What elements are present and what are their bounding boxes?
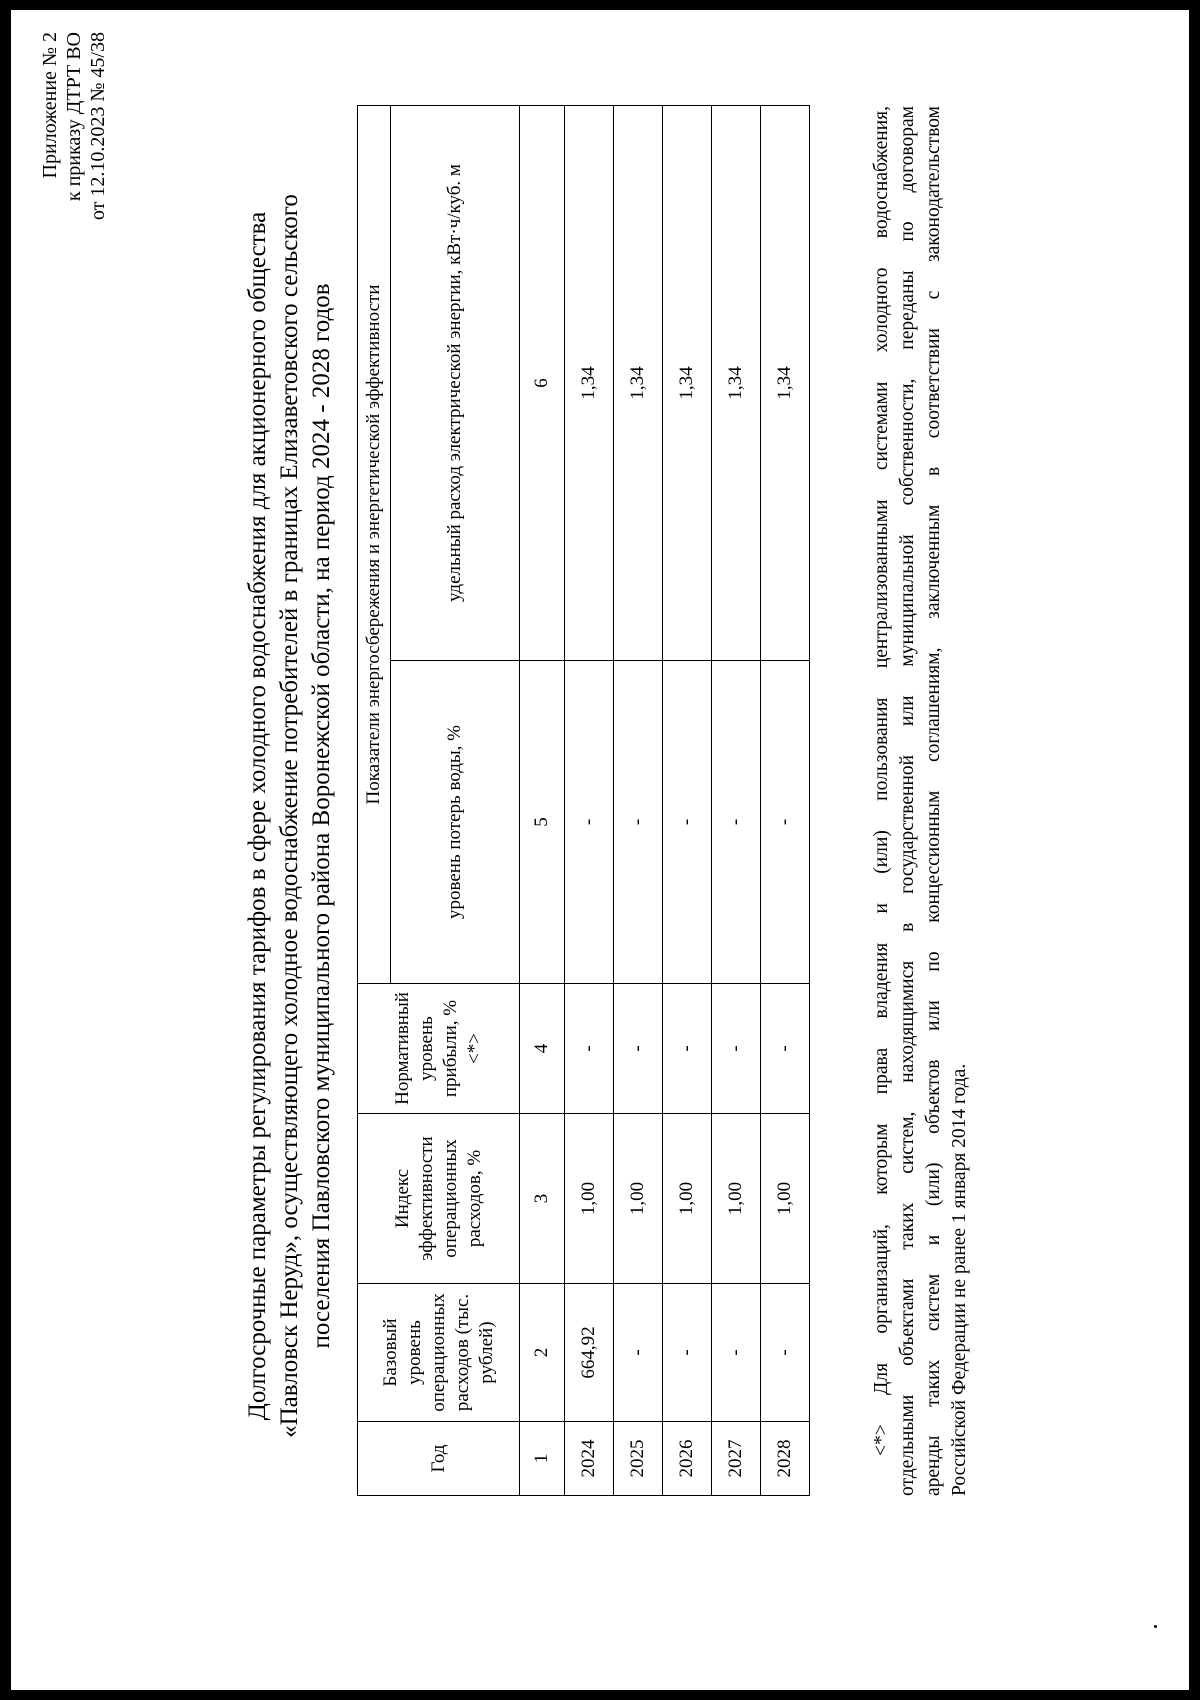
table-row [565,106,614,1496]
table-row [712,106,761,1496]
table-header-row-1 [358,106,391,1496]
cell-efficiency-index: 1,00 [663,1114,712,1284]
column-number-row [520,106,565,1496]
cell-efficiency-index: 1,00 [614,1114,663,1284]
cell-year: 2027 [712,1422,761,1496]
cell-profit-level: - [663,984,712,1114]
cell-profit-level: - [614,984,663,1114]
footnote-line-4: Российской Федерации не ранее 1 января 2014 года. [949,1063,970,1496]
cell-water-loss: - [614,661,663,984]
table-row [663,106,712,1496]
title-line-2: «Павловск Неруд», осуществляющего холодное водоснабжение потребителей в границах Елизаветовского сельского [276,194,303,1438]
header-profit-level: Нормативный уровень прибыли, % <*> [358,984,520,1114]
appendix-line-3: от 12.10.2023 № 45/38 [87,32,109,221]
cell-electricity: 1,34 [565,106,614,661]
column-number: 3 [520,1114,565,1284]
cell-efficiency-index: 1,00 [565,1114,614,1284]
appendix-line-1: Приложение № 2 [39,32,61,179]
cell-base-level: - [663,1284,712,1422]
header-electricity: удельный расход электрической энергии, кВт·ч/куб. м [391,106,520,661]
cell-efficiency-index: 1,00 [712,1114,761,1284]
cell-electricity: 1,34 [712,106,761,661]
cell-profit-level: - [712,984,761,1114]
column-number: 5 [520,661,565,984]
column-number: 1 [520,1422,565,1496]
column-number: 6 [520,106,565,661]
appendix-line-2: к приказу ДТРТ ВО [63,32,85,202]
cell-profit-level: - [565,984,614,1114]
cell-water-loss: - [712,661,761,984]
cell-water-loss: - [565,661,614,984]
tariff-parameters-table [357,105,810,1496]
table-row [614,106,663,1496]
header-water-loss: уровень потерь воды, % [391,661,520,984]
rotated-landscape-content [32,26,1162,1666]
footnote-line-3: аренды таких систем и (или) объектов или по концессионным соглашениям, заключенным в соответствии с законодательством [923,106,944,1496]
cell-base-level: - [712,1284,761,1422]
document-page [11,10,1189,1690]
cell-base-level: 664,92 [565,1284,614,1422]
cell-base-level: - [761,1284,810,1422]
cell-year: 2026 [663,1422,712,1496]
title-line-1: Долгосрочные параметры регулирования тарифов в сфере холодного водоснабжения для акционерного общества [244,211,271,1421]
cell-base-level: - [614,1284,663,1422]
cell-water-loss: - [663,661,712,984]
cell-year: 2028 [761,1422,810,1496]
table-row [761,106,810,1496]
cell-electricity: 1,34 [761,106,810,661]
header-base-level: Базовый уровень операционных расходов (тыс. рублей) [358,1284,520,1422]
scan-speck [1154,1625,1157,1628]
cell-efficiency-index: 1,00 [761,1114,810,1284]
column-number: 4 [520,984,565,1114]
appendix-reference [38,32,110,220]
cell-year: 2025 [614,1422,663,1496]
title-line-3: поселения Павловского муниципального района Воронежской области, на период 2024 - 2028 годов [308,283,335,1349]
column-number: 2 [520,1284,565,1422]
cell-year: 2024 [565,1422,614,1496]
header-efficiency-index: Индекс эффективности операционных расходов, % [358,1114,520,1284]
header-energy-group: Показатели энергосбережения и энергетической эффективности [358,106,391,984]
header-year: Год [358,1422,520,1496]
cell-electricity: 1,34 [663,106,712,661]
cell-water-loss: - [761,661,810,984]
footnote [869,106,973,1496]
document-title [242,86,338,1546]
cell-profit-level: - [761,984,810,1114]
cell-electricity: 1,34 [614,106,663,661]
footnote-line-1: <*> Для организаций, которым права владения и (или) пользования централизованными системами холодного водоснабжения, [871,106,892,1456]
footnote-line-2: отдельными объектами таких систем, находящимися в государственной или муниципальной собственности, переданы по договорам [897,106,918,1496]
